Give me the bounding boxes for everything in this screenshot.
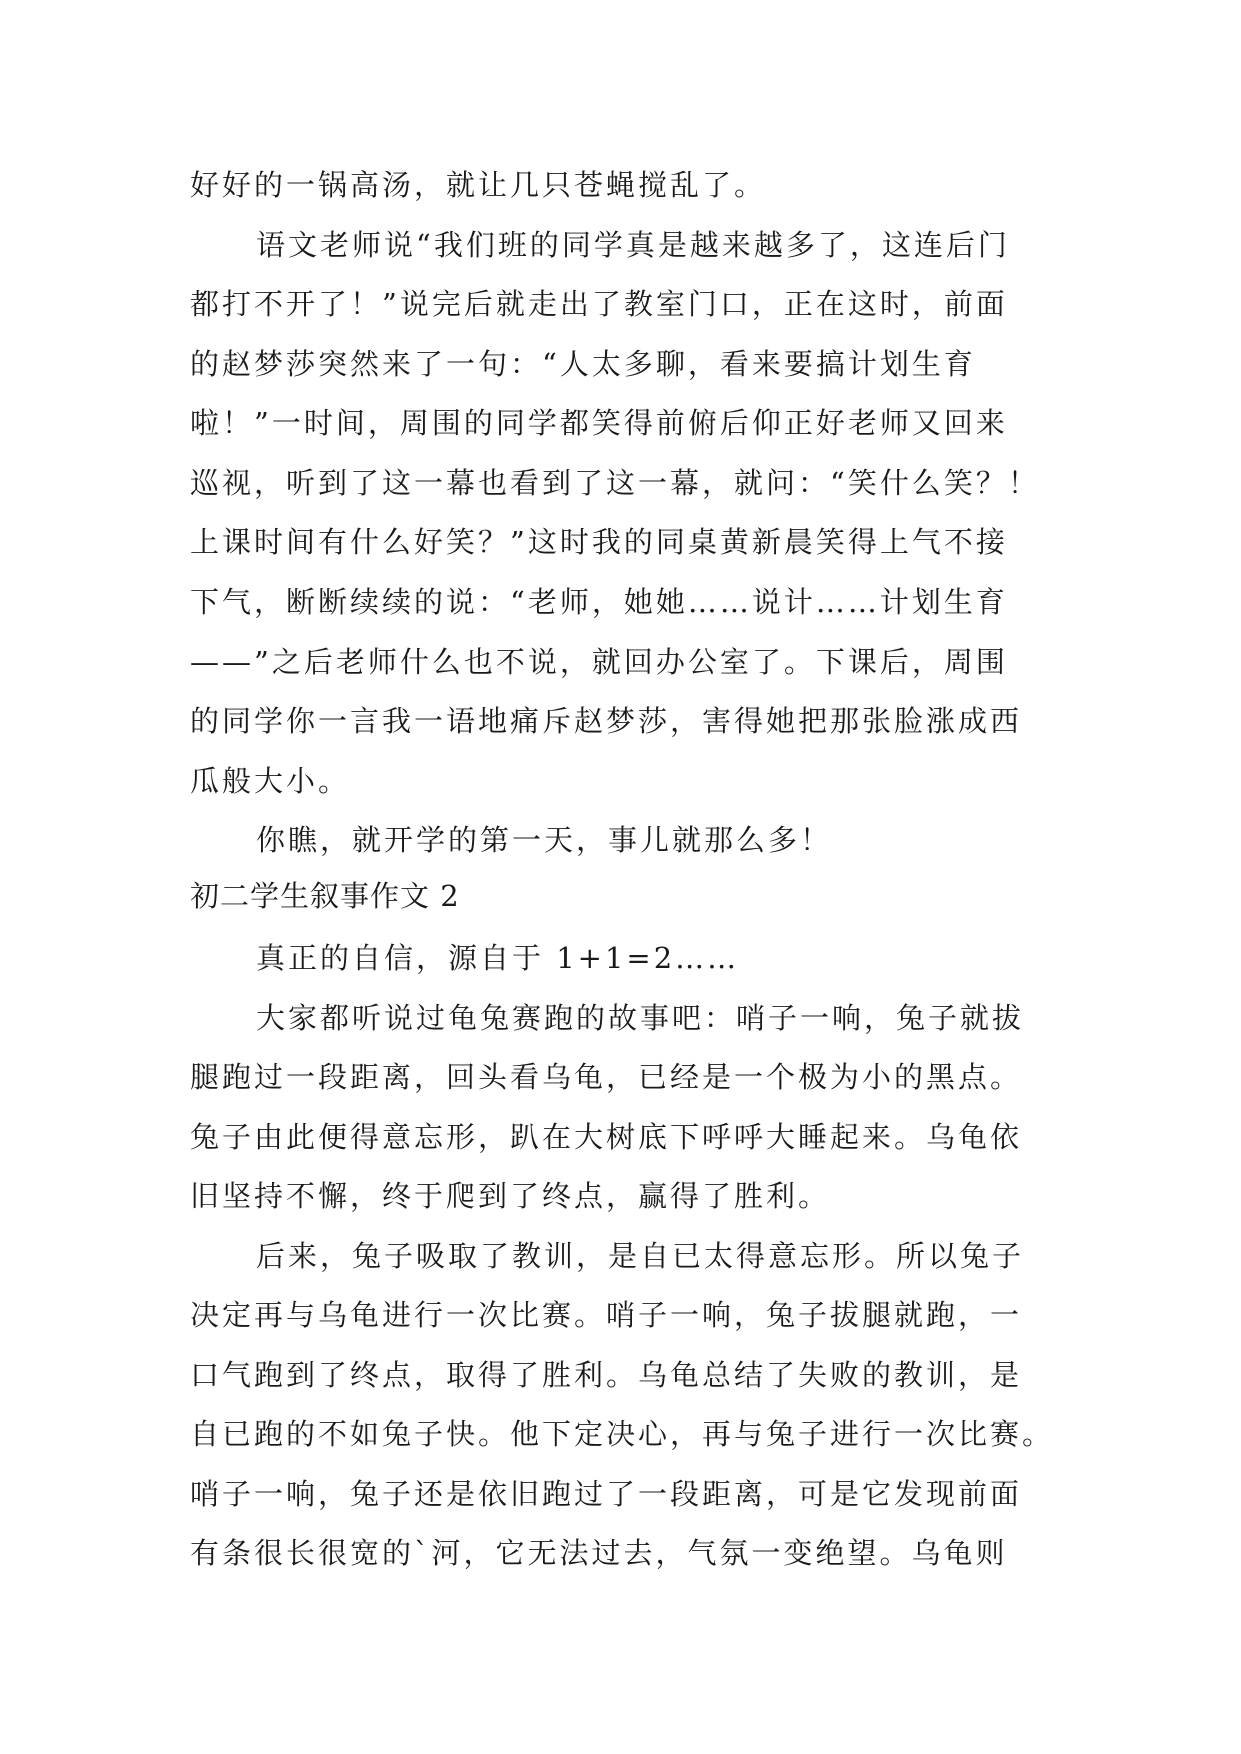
paragraph-line: 真正的自信，源自于 1+1=2…… [256, 941, 740, 975]
paragraph-line: 的同学你一言我一语地痛斥赵梦莎，害得她把那张脸涨成西 [190, 704, 1023, 738]
paragraph-line: 决定再与乌龟进行一次比赛。哨子一响，兔子拔腿就跑，一 [190, 1298, 1023, 1332]
paragraph-line: 啦！”一时间，周围的同学都笑得前俯后仰正好老师又回来 [190, 406, 1008, 440]
paragraph-line: 都打不开了！”说完后就走出了教室门口，正在这时，前面 [190, 287, 1008, 321]
paragraph-line: 巡视，听到了这一幕也看到了这一幕，就问：“笑什么笑？！ [190, 466, 1040, 500]
paragraph-line: 后来，兔子吸取了教训，是自已太得意忘形。所以兔子 [256, 1239, 1025, 1273]
paragraph-line: 哨子一响，兔子还是依旧跑过了一段距离，可是它发现前面 [190, 1477, 1023, 1511]
paragraph-line: 的赵梦莎突然来了一句：“人太多聊，看来要搞计划生育 [190, 347, 976, 381]
paragraph-line: 大家都听说过龟兔赛跑的故事吧：哨子一响，兔子就拔 [256, 1001, 1025, 1035]
paragraph-line: 瓜般大小。 [190, 764, 351, 798]
paragraph-line: 下气，断断续续的说：“老师，她她……说计……计划生育 [190, 585, 1008, 619]
paragraph-line: 腿跑过一段距离，回头看乌龟，已经是一个极为小的黑点。 [190, 1060, 1023, 1094]
paragraph-line: ——”之后老师什么也不说，就回办公室了。下课后，周围 [190, 645, 1008, 679]
paragraph-line: 兔子由此便得意忘形，趴在大树底下呼呼大睡起来。乌龟依 [190, 1120, 1023, 1154]
paragraph-line: 好好的一锅高汤，就让几只苍蝇搅乱了。 [190, 168, 767, 202]
paragraph-line: 自已跑的不如兔子快。他下定决心，再与兔子进行一次比赛。 [190, 1417, 1055, 1451]
paragraph-line: 上课时间有什么好笑？”这时我的同桌黄新晨笑得上气不接 [190, 525, 1008, 559]
section-heading: 初二学生叙事作文 2 [190, 879, 460, 913]
paragraph-line: 有条很长很宽的`河，它无法过去，气氛一变绝望。乌龟则 [190, 1536, 1008, 1570]
paragraph-line: 你瞧，就开学的第一天，事儿就那么多！ [256, 823, 833, 857]
paragraph-line: 口气跑到了终点，取得了胜利。乌龟总结了失败的教训，是 [190, 1358, 1023, 1392]
paragraph-line: 语文老师说“我们班的同学真是越来越多了，这连后门 [256, 228, 1010, 262]
paragraph-line: 旧坚持不懈，终于爬到了终点，赢得了胜利。 [190, 1179, 831, 1213]
